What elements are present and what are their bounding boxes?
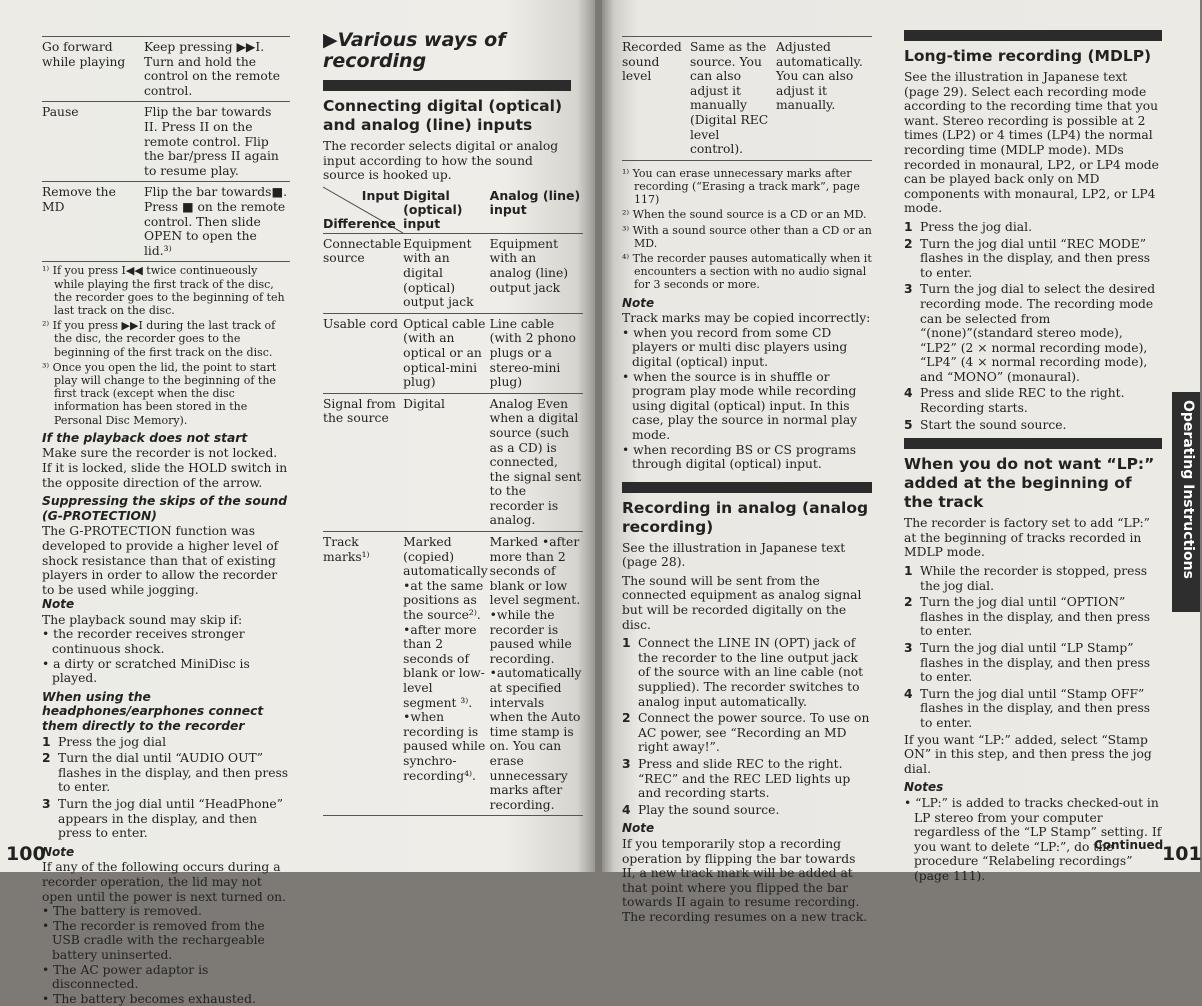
note-title: Note: [622, 295, 655, 310]
table-row: [42, 102, 290, 182]
note-bullet: • “LP:” is added to tracks checked-out in LP stereo from your computer regardless of the “LP Stamp” setting. If you want to delete “LP:”, do the procedure “Relabeling recordings” (page 111).: [904, 795, 1162, 883]
step-text: Connect the power source. To use on AC power, see “Recording an MD right away!”.: [638, 711, 870, 755]
footnote: ³⁾ Once you open the lid, the point to start play will change to the beginning of the first track (except when the disc information has been stored in the Personal Disc Memory).: [42, 360, 277, 427]
footnote: ³⁾ With a sound source other than a CD or an MD.: [622, 223, 872, 250]
step-number: 1: [904, 219, 913, 234]
note-text: Track marks may be copied incorrectly:: [622, 311, 871, 326]
analog-intro: The sound will be sent from the connected equipment as analog signal but will be recorded digitally on the disc.: [622, 573, 862, 632]
playback-heading: If the playback does not start: [42, 430, 248, 445]
side-tab-label: Operating Instructions: [1180, 400, 1196, 579]
row-how: Keep pressing ▶▶I. Turn and hold the control on the remote control.: [144, 37, 290, 102]
step-number: 2: [622, 711, 631, 726]
table-row: [323, 233, 583, 313]
footnote: ¹⁾ You can erase unnecessary marks after recording (“Erasing a track mark”, page 117): [622, 166, 860, 207]
intro-text: The recorder selects digital or analog input according to how the sound source is hooked up.: [323, 139, 559, 183]
step-text: Turn the jog dial until “LP Stamp” flashes in the display, and then press to enter.: [920, 641, 1151, 685]
note-bullet: • a dirty or scratched MiniDisc is played.: [42, 656, 250, 686]
note-bullet: • when the source is in shuffle or program play mode while recording using digital (optical) input. In this case, play the source in normal play mode.: [622, 369, 858, 442]
step-item: [904, 687, 1162, 731]
input-table: [323, 187, 583, 817]
row-action: Go forward while playing: [42, 37, 144, 102]
step-text: Play the sound source.: [638, 802, 780, 817]
step-item: [42, 751, 290, 795]
row-analog: Marked •after more than 2 seconds of blank or low level segment. •while the recorder is paused while recording. •automatically at specified intervals when the Auto time stamp is on. You can erase unnecessary marks after recording.: [490, 532, 584, 816]
step-text: Press and slide REC to the right. “REC” and the REC LED lights up and recording starts.: [638, 757, 851, 801]
step-item: [904, 418, 1162, 433]
note-bullet: • the recorder receives stronger continuous shock.: [42, 627, 245, 657]
header-difference: Difference: [323, 215, 396, 231]
row-how: Flip the bar towards II. Press II on the remote control. Flip the bar/press II again to resume play.: [144, 102, 290, 182]
row-label: Connectable source: [323, 233, 403, 313]
step-number: 1: [622, 636, 631, 651]
step-number: 2: [904, 595, 913, 610]
step-item: [904, 595, 1162, 639]
header-diagonal-cell: [323, 187, 403, 234]
header-input: Input: [361, 187, 400, 203]
row-digital: Digital: [403, 393, 490, 531]
right-left-column: [622, 36, 872, 929]
right-right-column: [904, 30, 1162, 884]
step-text: Turn the jog dial to select the desired recording mode. The recording mode can be selected from “(none)”(standard stereo mode), “LP2” (2 × normal recording mode), “LP4” (4 × normal recording mode), and “MONO” (monaural).: [920, 282, 1156, 384]
row-label: Signal from the source: [323, 393, 403, 531]
note-title: Note: [42, 844, 75, 859]
right-page: [602, 0, 1202, 924]
page-number: 101: [1162, 843, 1202, 865]
analog-see: See the illustration in Japanese text (page 28).: [622, 540, 846, 570]
input-table-continued: [622, 36, 872, 161]
step-item: [904, 564, 1162, 593]
row-action: Pause: [42, 102, 144, 182]
step-number: 3: [904, 641, 913, 655]
note-title: Note: [622, 821, 655, 836]
section-bar: [904, 30, 1162, 41]
note-bullet: • The battery is removed.: [42, 904, 202, 919]
table-row: [42, 37, 290, 102]
footnote: ¹⁾ If you press I◀◀ twice continueously while playing the first track of the disc, the recorder goes to the beginning of teh last track on the disc.: [42, 264, 285, 317]
step-number: 1: [42, 734, 51, 749]
step-item: [904, 237, 1162, 281]
step-text: Turn the dial until “AUDIO OUT” flashes in the display, and then press to enter.: [58, 751, 289, 795]
table-row: [323, 313, 583, 393]
step-text: Press the jog dial.: [920, 219, 1032, 234]
step-number: 4: [622, 802, 631, 817]
step-item: [904, 220, 1162, 235]
row-digital: Optical cable (with an optical or an optical-mini plug): [403, 313, 490, 393]
step-item: [622, 711, 872, 755]
subsection-title: Connecting digital (optical) and analog (line) inputs: [323, 97, 563, 134]
step-text: Turn the jog dial until “OPTION” flashes in the display, and then press to enter.: [920, 595, 1151, 639]
skips-text: The G-PROTECTION function was developed to provide a higher level of shock resistance than that of existing players in order to allow the recorder to be used while jogging.: [42, 524, 279, 597]
step-number: 4: [904, 686, 913, 701]
note-text: If any of the following occurs during a recorder operation, the lid may not open until the power is next turned on.: [42, 860, 286, 904]
step-item: [622, 636, 872, 709]
step-item: [904, 641, 1162, 685]
note-bullet: • The recorder is removed from the USB cradle with the rechargeable battery uninserted.: [42, 918, 265, 962]
row-digital: Marked (copied) automatically •at the same positions as the source²⁾. •after more than 2 seconds of blank or low-level segment ³⁾. •when recording is paused while synchro-recording⁴⁾.: [403, 532, 490, 816]
page-number: 100: [6, 843, 46, 865]
row-analog: Line cable (with 2 phono plugs or a stereo-mini plug): [490, 313, 584, 393]
step-item: [904, 282, 1162, 384]
note-bullet: • when you record from some CD players or multi disc players using digital (optical) input.: [622, 325, 848, 369]
playback-text: Make sure the recorder is not locked. If it is locked, slide the HOLD switch in the opposite direction of the arrow.: [42, 446, 288, 490]
row-analog: Analog Even when a digital source (such as a CD) is connected, the signal sent to the recorder is analog.: [490, 393, 584, 531]
controls-table: [42, 36, 290, 262]
note-bullet: • The battery becomes exhausted.: [42, 991, 256, 1006]
step-item: [622, 803, 872, 818]
row-label: Track marks¹⁾: [323, 532, 403, 816]
table-row: [323, 532, 583, 816]
row-label: Usable cord: [323, 313, 403, 393]
headphones-heading: When using the headphones/earphones connect them directly to the recorder: [42, 689, 264, 734]
row-analog: Equipment with an analog (line) output jack: [490, 233, 584, 313]
row-digital: Equipment with an digital (optical) output jack: [403, 233, 490, 313]
note-bullet: • when recording BS or CS programs through digital (optical) input.: [622, 442, 857, 472]
step-text: Turn the jog dial until “Stamp OFF” flashes in the display, and then press to enter.: [920, 686, 1151, 730]
row-action: Remove the MD: [42, 182, 144, 262]
step-number: 5: [904, 417, 913, 432]
table-header-row: [323, 187, 583, 234]
note-bullet: • The AC power adaptor is disconnected.: [42, 962, 209, 992]
middle-column: [323, 29, 582, 816]
note-text: If you temporarily stop a recording operation by flipping the bar towards II, a new track mark will be added at that point where you flipped the bar towards II again to resume recording. The recording resumes on a new track.: [622, 836, 868, 924]
header-digital: Digital (optical) input: [403, 187, 463, 231]
step-item: [904, 386, 1162, 415]
notes-title: Notes: [904, 780, 944, 795]
step-text: Connect the LINE IN (OPT) jack of the recorder to the line output jack of the source with an line cable (not supplied). The recorder switches to analog input automatically.: [638, 636, 864, 709]
section-bar: [622, 482, 872, 493]
step-number: 2: [904, 236, 913, 251]
row-digital: Same as the source. You can also adjust it manually (Digital REC level control).: [690, 37, 776, 161]
skips-heading: Suppressing the skips of the sound (G-PROTECTION): [42, 494, 288, 523]
row-analog: Adjusted automatically. You can also adjust it manually.: [776, 37, 872, 161]
left-column: [42, 36, 290, 1006]
footnote: ²⁾ If you press ▶▶I during the last track of the disc, the recorder goes to the beginning of the first track on the disc.: [42, 319, 276, 359]
footnote: ²⁾ When the sound source is a CD or an MD.: [622, 208, 867, 222]
lp-heading: When you do not want “LP:” added at the beginning of the track: [904, 455, 1155, 512]
section-title: ▶Various ways of recording: [323, 29, 506, 72]
step-text: Turn the jog dial until “REC MODE” flashes in the display, and then press to enter.: [920, 236, 1151, 280]
section-bar: [323, 80, 571, 91]
lp-after: If you want “LP:” added, select “Stamp ON” in this step, and then press the jog dial.: [904, 732, 1152, 776]
step-number: 3: [904, 282, 913, 297]
left-page: [0, 0, 595, 1006]
mdlp-heading: Long-time recording (MDLP): [904, 47, 1152, 65]
step-number: 3: [622, 757, 631, 772]
analog-heading: Recording in analog (analog recording): [622, 498, 869, 536]
row-label: Recorded sound level: [622, 37, 690, 161]
table-row: [42, 182, 290, 262]
section-bar: [904, 438, 1162, 449]
step-text: Press the jog dial: [58, 734, 167, 749]
step-item: [622, 757, 872, 801]
step-number: 4: [904, 386, 913, 401]
footnote: ⁴⁾ The recorder pauses automatically when it encounters a section with no audio signal for 3 seconds or more.: [622, 251, 872, 292]
mdlp-text: See the illustration in Japanese text (page 29). Select each recording mode according to the recording time that you want. Stereo recording is possible at 2 times (LP2) or 4 times (LP4) the normal recording time (MDLP mode). MDs recorded in monaural, LP2, or LP4 mode can be played back only on MD components with monaural, LP2, or LP4 mode.: [904, 70, 1159, 216]
lp-text: The recorder is factory set to add “LP:” at the beginning of tracks recorded in MDLP mode.: [904, 516, 1150, 560]
step-text: Start the sound source.: [920, 417, 1067, 432]
step-item: [42, 797, 290, 841]
header-analog: Analog (line) input: [489, 187, 581, 217]
row-how: Flip the bar towards■. Press ■ on the remote control. Then slide OPEN to open the lid.³⁾: [144, 182, 290, 262]
continued-label: Continued: [1094, 838, 1164, 852]
step-item: [42, 735, 290, 750]
table-row: [622, 37, 872, 161]
step-number: 1: [904, 564, 913, 579]
note-title: Note: [42, 597, 75, 612]
step-number: 3: [42, 797, 51, 811]
step-text: Turn the jog dial until “HeadPhone” appears in the display, and then press to enter.: [58, 797, 283, 841]
step-number: 2: [42, 751, 51, 766]
note-text: The playback sound may skip if:: [42, 612, 243, 627]
step-text: While the recorder is stopped, press the jog dial.: [920, 564, 1148, 593]
table-row: [323, 393, 583, 531]
step-text: Press and slide REC to the right. Recording starts.: [920, 386, 1125, 416]
